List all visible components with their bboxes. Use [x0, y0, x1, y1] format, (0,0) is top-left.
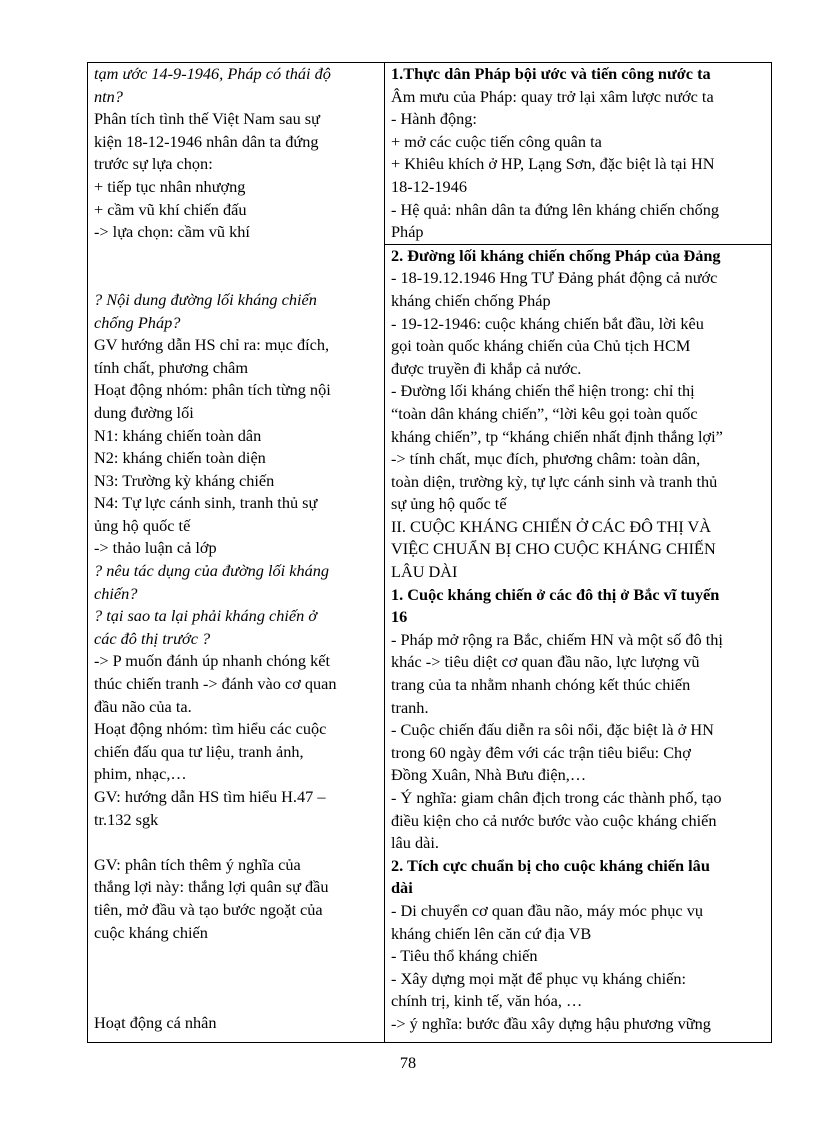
- text-line: kiện 18-12-1946 nhân dân ta đứng: [94, 131, 319, 151]
- text-line: trước sự lựa chọn:: [94, 154, 213, 174]
- text-line: dài: [391, 878, 413, 898]
- text-line: tính chất, phương châm: [94, 357, 248, 377]
- text-line: lâu dài.: [391, 833, 439, 853]
- text-line: toàn diện, trường kỳ, tự lực cánh sinh và tranh thủ: [391, 471, 718, 491]
- text-line: Hoạt động nhóm: tìm hiểu các cuộc: [94, 719, 327, 739]
- text-line: ? tại sao ta lại phải kháng chiến ở: [94, 606, 318, 626]
- text-line: LÂU DÀI: [391, 562, 458, 582]
- text-line: thắng lợi này: thắng lợi quân sự đầu: [94, 877, 329, 897]
- text-line: GV: hướng dẫn HS tìm hiểu H.47 –: [94, 787, 326, 806]
- text-line: ủng hộ quốc tế: [94, 515, 191, 535]
- text-line: N1: kháng chiến toàn dân: [94, 425, 262, 445]
- text-line: điều kiện cho cả nước bước vào cuộc kháng chiến: [391, 810, 717, 830]
- text-line: được truyền đi khắp cả nước.: [391, 358, 582, 378]
- text-line: -> P muốn đánh úp nhanh chóng kết: [94, 651, 331, 671]
- text-line: - Đường lối kháng chiến thể hiện trong: chỉ thị: [391, 381, 695, 401]
- text-line: N3: Trường kỳ kháng chiến: [94, 470, 275, 490]
- blank-line: [94, 244, 380, 267]
- text-line: + Khiêu khích ở HP, Lạng Sơn, đặc biệt là tại HN: [391, 154, 715, 174]
- text-line: ? Nội dung đường lối kháng chiến: [94, 289, 317, 309]
- text-line: các đô thị trước ?: [94, 628, 211, 648]
- page-number: 78: [399, 1053, 417, 1072]
- text-line: -> thảo luận cả lớp: [94, 538, 217, 558]
- text-line: trang của ta nhằm nhanh chóng kết thúc chiến: [391, 675, 691, 695]
- text-line: đầu não của ta.: [94, 696, 192, 716]
- text-line: chính trị, kinh tế, văn hóa, …: [391, 991, 583, 1011]
- text-line: - Hành động:: [391, 109, 477, 129]
- text-line: sự ủng hộ quốc tế: [391, 494, 507, 514]
- text-line: 16: [391, 607, 408, 627]
- text-line: Phân tích tình thế Việt Nam sau sự: [94, 109, 320, 129]
- text-line: kháng chiến”, tp “kháng chiến nhất định thắng lợi”: [391, 426, 723, 446]
- text-line: - Pháp mở rộng ra Bắc, chiếm HN và một số đô thị: [391, 629, 723, 649]
- text-line: thúc chiến tranh -> đánh vào cơ quan: [94, 674, 337, 694]
- text-line: kháng chiến lên căn cứ địa VB: [391, 923, 592, 943]
- text-line: - Ý nghĩa: giam chân địch trong các thành phố, tạo: [391, 788, 722, 807]
- text-line: - 18-19.12.1946 Hng TƯ Đảng phát động cả nước: [391, 268, 718, 288]
- text-line: -> lựa chọn: cầm vũ khí: [94, 222, 250, 242]
- text-line: 2. Tích cực chuẩn bị cho cuộc kháng chiến lâu: [391, 855, 710, 875]
- text-line: chiến?: [94, 583, 138, 603]
- text-line: “toàn dân kháng chiến”, “lời kêu gọi toàn quốc: [391, 403, 698, 423]
- text-line: ntn?: [94, 86, 123, 106]
- text-line: II. CUỘC KHÁNG CHIẾN Ở CÁC ĐÔ THỊ VÀ: [391, 516, 712, 536]
- text-line: Hoạt động nhóm: phân tích từng nội: [94, 380, 331, 400]
- text-line: -> tính chất, mục đích, phương châm: toàn dân,: [391, 449, 701, 469]
- text-line: GV: phân tích thêm ý nghĩa của: [94, 854, 301, 874]
- content-column: [385, 63, 771, 1042]
- text-line: cuộc kháng chiến: [94, 922, 208, 942]
- teacher-activity-column: [88, 63, 385, 1042]
- text-line: phim, nhạc,…: [94, 764, 187, 784]
- text-line: 1.Thực dân Pháp bội ước và tiến công nước ta: [391, 64, 711, 83]
- text-line: - Tiêu thổ kháng chiến: [391, 946, 538, 966]
- text-line: 1. Cuộc kháng chiến ở các đô thị ở Bắc vĩ tuyến: [391, 584, 720, 604]
- text-line: tạm ước 14-9-1946, Pháp có thái độ: [94, 64, 331, 83]
- text-line: GV hướng dẫn HS chỉ ra: mục đích,: [94, 335, 330, 355]
- text-line: kháng chiến chống Pháp: [391, 290, 551, 310]
- text-line: VIỆC CHUẨN BỊ CHO CUỘC KHÁNG CHIẾN: [391, 539, 716, 559]
- text-line: - Xây dựng mọi mặt để phục vụ kháng chiến:: [391, 968, 687, 988]
- text-line: + tiếp tục nhân nhượng: [94, 176, 246, 196]
- text-line: Đồng Xuân, Nhà Bưu điện,…: [391, 765, 587, 785]
- blank-line: [94, 831, 380, 854]
- text-line: - Di chuyển cơ quan đầu não, máy móc phục vụ: [391, 900, 703, 920]
- lesson-table: [87, 62, 772, 1043]
- text-line: + mở các cuộc tiến công quân ta: [391, 131, 602, 151]
- text-line: tiên, mở đầu và tạo bước ngoặt của: [94, 899, 323, 919]
- blank-line: [94, 944, 380, 967]
- text-line: - Cuộc chiến đấu diễn ra sôi nổi, đặc biệt là ở HN: [391, 720, 714, 740]
- text-line: trong 60 ngày đêm với các trận tiêu biểu: Chợ: [391, 742, 691, 762]
- text-line: N2: kháng chiến toàn diện: [94, 448, 266, 468]
- text-line: 2. Đường lối kháng chiến chống Pháp của Đảng: [391, 245, 721, 265]
- text-line: gọi toàn quốc kháng chiến của Chủ tịch HCM: [391, 336, 691, 356]
- text-line: Âm mưu của Pháp: quay trở lại xâm lược nước ta: [391, 86, 714, 106]
- text-line: Pháp: [391, 222, 424, 242]
- text-line: chiến đấu qua tư liệu, tranh ảnh,: [94, 741, 304, 761]
- blank-line: [94, 967, 380, 990]
- text-line: N4: Tự lực cánh sinh, tranh thủ sự: [94, 493, 318, 513]
- text-line: khác -> tiêu diệt cơ quan đầu não, lực lượng vũ: [391, 652, 700, 672]
- text-line: + cầm vũ khí chiến đấu: [94, 199, 247, 219]
- blank-line: [94, 266, 380, 289]
- text-line: tranh.: [391, 697, 429, 717]
- text-line: - 19-12-1946: cuộc kháng chiến bắt đầu, lời kêu: [391, 313, 704, 333]
- text-line: -> ý nghĩa: bước đầu xây dựng hậu phương vững: [391, 1013, 711, 1033]
- text-line: 18-12-1946: [391, 176, 467, 196]
- text-line: ? nêu tác dụng của đường lối kháng: [94, 561, 330, 581]
- text-line: - Hệ quả: nhân dân ta đứng lên kháng chiến chống: [391, 199, 720, 219]
- text-line: tr.132 sgk: [94, 809, 159, 829]
- text-line: chống Pháp?: [94, 312, 181, 332]
- text-line: Hoạt động cá nhân: [94, 1012, 217, 1032]
- blank-line: [94, 989, 380, 1012]
- text-line: dung đường lối: [94, 402, 194, 422]
